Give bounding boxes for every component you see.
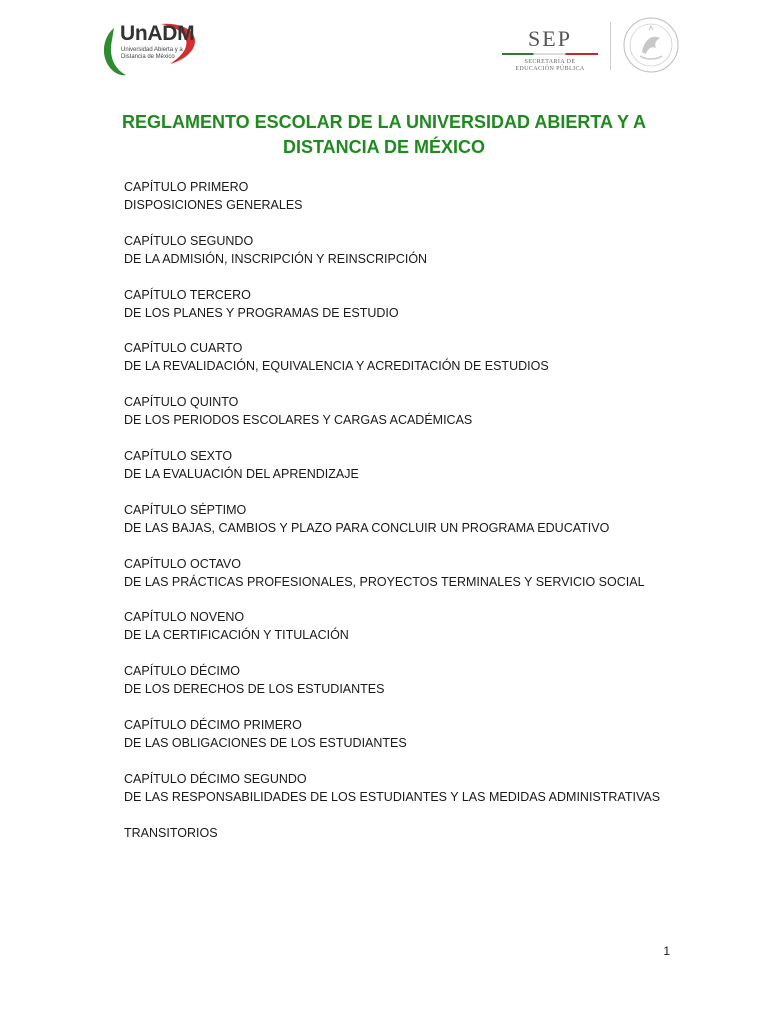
chapter-heading: CAPÍTULO DÉCIMO SEGUNDO xyxy=(124,771,307,786)
chapter-subtitle: DISPOSICIONES GENERALES xyxy=(124,198,303,212)
chapter-item xyxy=(124,339,704,393)
chapter-list xyxy=(124,178,704,877)
chapter-heading: CAPÍTULO NOVENO xyxy=(124,610,245,625)
unadm-logo xyxy=(100,20,200,78)
transitorios-heading: TRANSITORIOS xyxy=(124,825,218,840)
chapter-item xyxy=(124,393,704,447)
chapter-subtitle: DE LOS PLANES Y PROGRAMAS DE ESTUDIO xyxy=(124,305,399,320)
chapter-item xyxy=(124,232,704,286)
chapter-heading: CAPÍTULO SEGUNDO xyxy=(124,233,254,248)
chapter-heading: CAPÍTULO CUARTO xyxy=(124,341,243,356)
unadm-subtitle-line2: Distancia de México xyxy=(121,54,175,60)
chapter-item xyxy=(124,501,704,555)
chapter-subtitle: DE LAS PRÁCTICAS PROFESIONALES, PROYECTOS TERMINALES Y SERVICIO SOCIAL xyxy=(124,574,645,589)
chapter-item xyxy=(124,447,704,501)
chapter-subtitle: DE LA CERTIFICACIÓN Y TITULACIÓN xyxy=(124,628,349,643)
sep-subtitle-line2: EDUCACIÓN PÚBLICA xyxy=(515,66,585,72)
chapter-heading: CAPÍTULO SEXTO xyxy=(124,448,233,463)
national-seal-icon xyxy=(622,16,680,74)
chapter-item xyxy=(124,178,704,232)
chapter-subtitle: DE LOS DERECHOS DE LOS ESTUDIANTES xyxy=(124,682,385,697)
chapter-subtitle: DE LA ADMISIÓN, INSCRIPCIÓN Y REINSCRIPCIÓN xyxy=(124,251,428,266)
chapter-item xyxy=(124,286,704,340)
document-title: REGLAMENTO ESCOLAR DE LA UNIVERSIDAD ABIERTA Y A DISTANCIA DE MÉXICO xyxy=(121,112,647,157)
sep-logo xyxy=(497,28,603,76)
transitorios-item xyxy=(124,824,704,878)
chapter-item xyxy=(124,770,704,824)
unadm-logo-subtitle xyxy=(121,47,201,61)
sep-subtitle-line1: SECRETARÍA DE xyxy=(524,59,576,65)
chapter-heading: CAPÍTULO TERCERO xyxy=(124,287,251,302)
chapter-heading: CAPÍTULO DÉCIMO xyxy=(124,664,240,679)
chapter-heading: CAPÍTULO DÉCIMO PRIMERO xyxy=(124,717,302,732)
chapter-item xyxy=(124,662,704,716)
logo-divider xyxy=(610,22,611,70)
sep-color-bar xyxy=(502,53,598,55)
chapter-subtitle: DE LA REVALIDACIÓN, EQUIVALENCIA Y ACREDITACIÓN DE ESTUDIOS xyxy=(124,359,549,374)
sep-logo-subtitle xyxy=(497,59,603,73)
chapter-subtitle: DE LAS OBLIGACIONES DE LOS ESTUDIANTES xyxy=(124,735,407,750)
chapter-subtitle: DE LAS BAJAS, CAMBIOS Y PLAZO PARA CONCLUIR UN PROGRAMA EDUCATIVO xyxy=(124,520,610,535)
chapter-heading: CAPÍTULO SÉPTIMO xyxy=(124,502,247,517)
chapter-item xyxy=(124,608,704,662)
chapter-heading: CAPÍTULO PRIMERO xyxy=(124,180,249,194)
chapter-subtitle: DE LA EVALUACIÓN DEL APRENDIZAJE xyxy=(124,466,359,481)
unadm-logo-text: UnADM xyxy=(120,22,195,45)
chapter-item xyxy=(124,555,704,609)
chapter-subtitle: DE LOS PERIODOS ESCOLARES Y CARGAS ACADÉMICAS xyxy=(124,413,473,428)
chapter-item xyxy=(124,716,704,770)
sep-logo-text: SEP xyxy=(528,26,572,51)
unadm-subtitle-line1: Universidad Abierta y a xyxy=(121,47,183,53)
chapter-subtitle: DE LAS RESPONSABILIDADES DE LOS ESTUDIANTES Y LAS MEDIDAS ADMINISTRATIVAS xyxy=(124,789,661,804)
page-number: 1 xyxy=(663,944,670,958)
chapter-heading: CAPÍTULO QUINTO xyxy=(124,395,239,410)
chapter-heading: CAPÍTULO OCTAVO xyxy=(124,556,241,571)
